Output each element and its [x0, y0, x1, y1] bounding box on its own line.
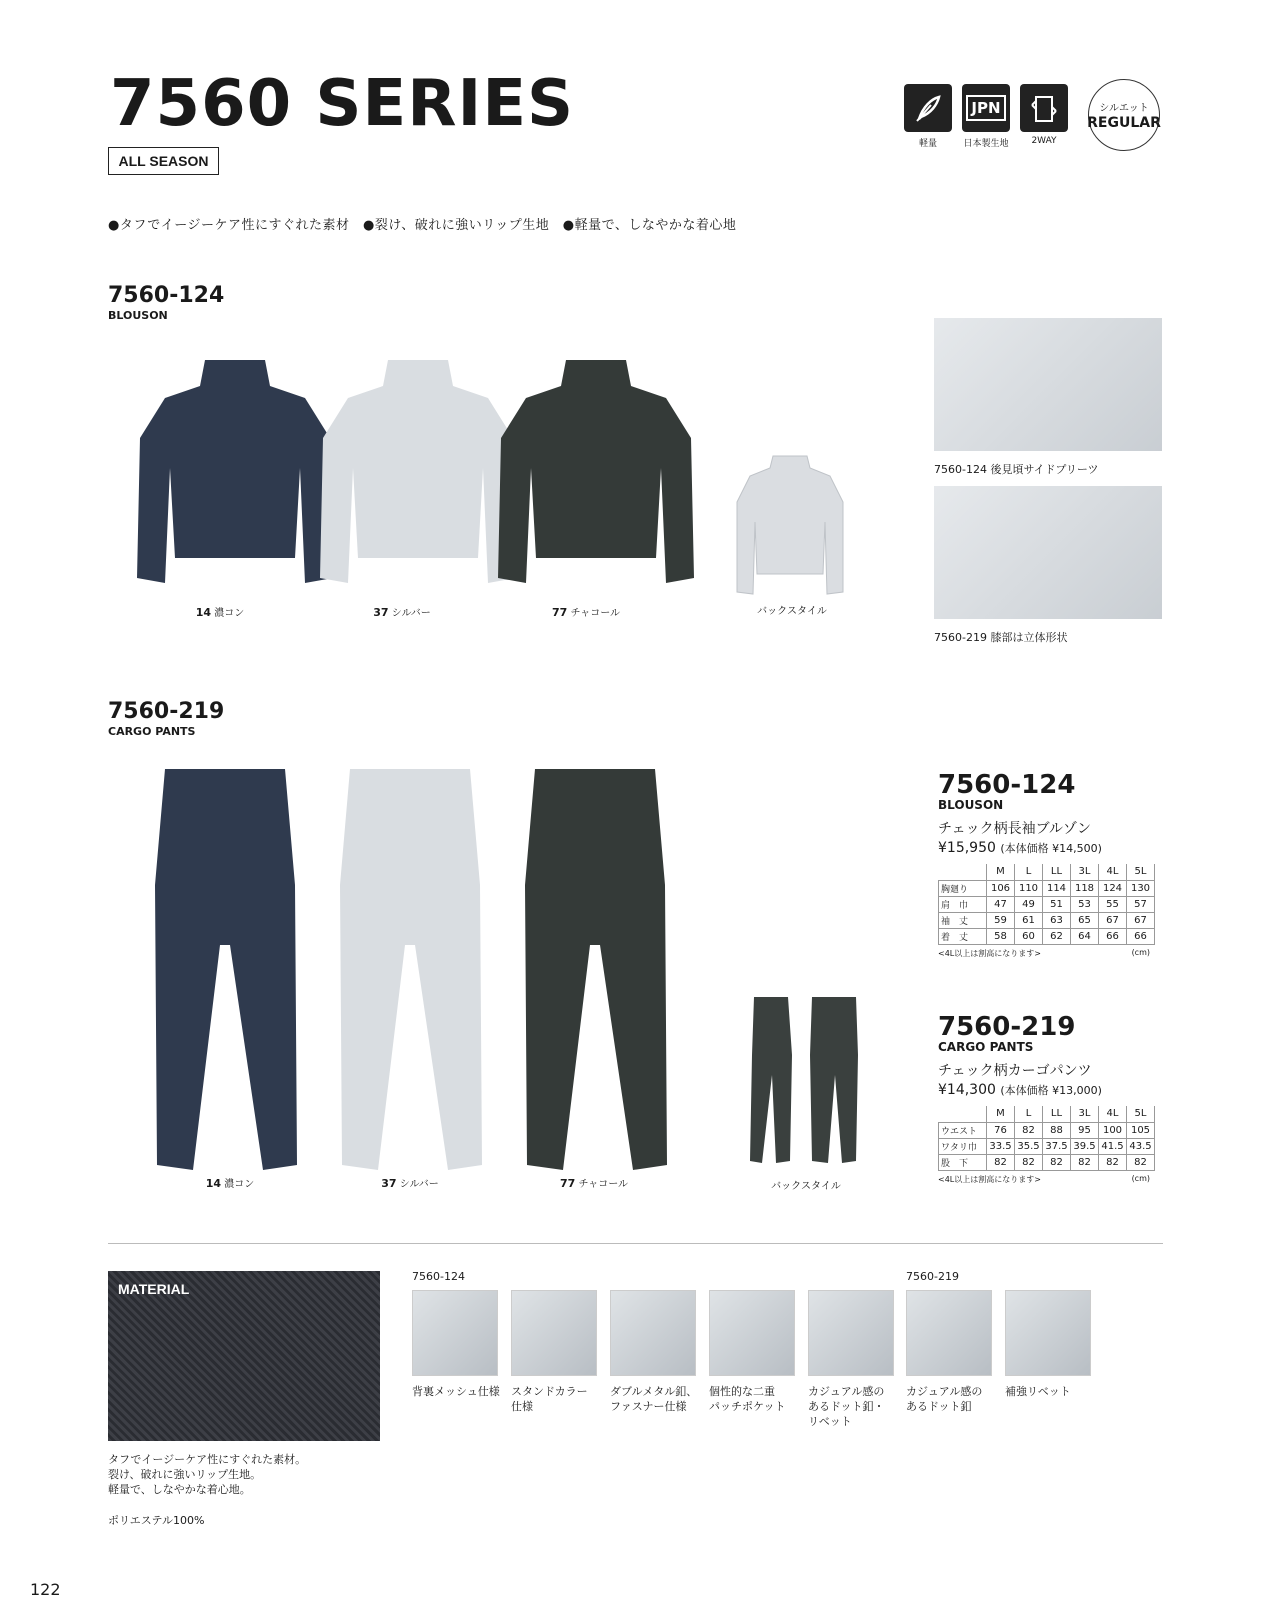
cell: 47	[987, 896, 1015, 912]
price-value: ¥14,300	[938, 1082, 996, 1098]
detail-thumb-pocket	[709, 1290, 795, 1376]
cell: 33.5	[987, 1138, 1015, 1154]
cell: 82	[987, 1154, 1015, 1170]
size-col: LL	[1043, 864, 1071, 880]
cell: 105	[1127, 1122, 1155, 1138]
material-description	[108, 1452, 306, 1497]
cell: 37.5	[1043, 1138, 1071, 1154]
table-corner	[939, 1106, 987, 1122]
detail-caption-knee: 7560-219 膝部は立体形状	[934, 631, 1068, 644]
feather-icon	[904, 84, 952, 132]
cell: 76	[987, 1122, 1015, 1138]
spec-blouson-name: チェック柄長袖ブルゾン	[938, 821, 1092, 837]
cell: 82	[1043, 1154, 1071, 1170]
color-number: 37	[381, 1177, 397, 1190]
detail-caption-mesh: 背裏メッシュ仕様	[412, 1385, 500, 1398]
color-name: シルバー	[391, 608, 431, 619]
cell: 67	[1127, 912, 1155, 928]
blouson-code: 7560-124	[108, 283, 225, 308]
season-badge: ALL SEASON	[108, 147, 219, 175]
pants-silver-image	[330, 765, 490, 1175]
detail-caption-zipper: ダブルメタル釦、 ファスナー仕様	[610, 1385, 698, 1413]
cell: 55	[1099, 896, 1127, 912]
price-base: (本体価格 ¥14,500)	[1000, 842, 1102, 855]
pants-header	[108, 701, 224, 738]
detail-caption-rivet: 補強リベット	[1005, 1385, 1071, 1398]
spec-pants-code: 7560-219	[938, 1012, 1076, 1042]
spec-blouson	[938, 772, 1155, 959]
size-header-row	[939, 1106, 1155, 1122]
table-row	[939, 880, 1155, 896]
cell: 100	[1099, 1122, 1127, 1138]
color-name: シルバー	[399, 1179, 439, 1190]
cell: 49	[1015, 896, 1043, 912]
silhouette-badge	[1088, 79, 1160, 151]
cell: 58	[987, 928, 1015, 944]
spec-pants	[938, 1014, 1155, 1185]
size-col: L	[1015, 1106, 1043, 1122]
blouson-caption-charcoal	[516, 604, 656, 619]
table-row	[939, 912, 1155, 928]
cell: 63	[1043, 912, 1071, 928]
color-number: 14	[195, 606, 212, 619]
color-name: チャコール	[578, 1179, 628, 1190]
row-label: 着 丈	[939, 928, 987, 944]
cell: 88	[1043, 1122, 1071, 1138]
pants-caption-navy	[160, 1175, 300, 1190]
color-number: 77	[560, 1177, 576, 1190]
unit-text: (cm)	[1131, 947, 1150, 957]
size-col: 5L	[1127, 864, 1155, 880]
silhouette-type: REGULAR	[1087, 115, 1161, 131]
detail-photo-pleat	[934, 318, 1162, 451]
silhouette-caption: シルエット	[1099, 103, 1149, 114]
detail-caption-dot-button: カジュアル感の あるドット釦	[906, 1385, 983, 1413]
size-col: L	[1015, 864, 1043, 880]
detail-thumb-collar	[511, 1290, 597, 1376]
blouson-header	[108, 285, 224, 322]
detail-thumb-mesh	[412, 1290, 498, 1376]
table-corner	[939, 864, 987, 880]
material-desc-line: タフでイージーケア性にすぐれた素材。	[108, 1453, 307, 1466]
cell: 51	[1043, 896, 1071, 912]
pants-code: 7560-219	[108, 699, 225, 724]
detail-caption-dot-rivet: カジュアル感の あるドット釦・ リベット	[808, 1385, 885, 1428]
price-base: (本体価格 ¥13,000)	[1000, 1084, 1102, 1097]
color-number: 14	[205, 1177, 222, 1190]
cell: 61	[1015, 912, 1043, 928]
cell: 82	[1015, 1122, 1043, 1138]
color-number: 37	[373, 606, 389, 619]
cell: 82	[1099, 1154, 1127, 1170]
spec-blouson-sub: BLOUSON	[938, 798, 1004, 812]
size-col: 4L	[1099, 864, 1127, 880]
cell: 53	[1071, 896, 1099, 912]
table-row	[939, 896, 1155, 912]
row-label: 袖 丈	[939, 912, 987, 928]
cell: 65	[1071, 912, 1099, 928]
detail-caption-collar: スタンドカラー 仕様	[511, 1385, 588, 1413]
features-line: ●タフでイージーケア性にすぐれた素材 ●裂け、破れに強いリップ生地 ●軽量で、しなやかな着心地	[108, 218, 737, 233]
size-col: 5L	[1127, 1106, 1155, 1122]
unit-text: (cm)	[1131, 1173, 1150, 1183]
blouson-caption-navy	[150, 604, 290, 619]
cell: 82	[1071, 1154, 1099, 1170]
row-label: ウエスト	[939, 1122, 987, 1138]
color-name: 濃コン	[224, 1179, 255, 1190]
detail-photo-knee	[934, 486, 1162, 619]
row-label: 股 下	[939, 1154, 987, 1170]
note-text: <4L以上は割高になります>	[938, 1174, 1041, 1184]
size-col: M	[987, 864, 1015, 880]
cell: 60	[1015, 928, 1043, 944]
row-label: 胸廻り	[939, 880, 987, 896]
cell: 130	[1127, 880, 1155, 896]
cell: 57	[1127, 896, 1155, 912]
detail-caption-pocket: 個性的な二重 パッチポケット	[709, 1385, 786, 1413]
table-row	[939, 1138, 1155, 1154]
table-row	[939, 928, 1155, 944]
price-value: ¥15,950	[938, 840, 996, 856]
stretch-icon	[1020, 84, 1068, 132]
spec-blouson-code: 7560-124	[938, 770, 1076, 800]
cell: 118	[1071, 880, 1099, 896]
cell: 59	[987, 912, 1015, 928]
detail-group-label-219: 7560-219	[906, 1270, 959, 1283]
spec-note	[938, 1174, 1150, 1185]
detail-group-label-124: 7560-124	[412, 1270, 465, 1283]
row-label: 肩 巾	[939, 896, 987, 912]
spec-pants-sub: CARGO PANTS	[938, 1040, 1034, 1054]
color-name: 濃コン	[214, 608, 245, 619]
blouson-back-image	[735, 452, 845, 602]
feature-label: 日本製生地	[963, 139, 1009, 149]
cell: 82	[1015, 1154, 1043, 1170]
page-number: 122	[30, 1580, 61, 1599]
size-table-blouson	[938, 864, 1155, 945]
color-number: 77	[552, 606, 568, 619]
detail-thumb-dot-rivet	[808, 1290, 894, 1376]
material-desc-line: 軽量で、しなやかな着心地。	[108, 1483, 251, 1496]
cell: 124	[1099, 880, 1127, 896]
material-desc-line: 裂け、破れに強いリップ生地。	[108, 1468, 262, 1481]
size-col: LL	[1043, 1106, 1071, 1122]
series-title: 7560 SERIES	[110, 67, 575, 141]
blouson-sub: BLOUSON	[108, 309, 168, 322]
cell: 66	[1099, 928, 1127, 944]
pants-caption-silver	[340, 1175, 480, 1190]
feature-label: 2WAY	[1031, 136, 1057, 146]
jpn-icon	[962, 84, 1010, 132]
blouson-caption-silver	[332, 604, 472, 619]
cell: 35.5	[1015, 1138, 1043, 1154]
size-col: 3L	[1071, 864, 1099, 880]
cell: 64	[1071, 928, 1099, 944]
detail-thumb-dot-button	[906, 1290, 992, 1376]
cell: 114	[1043, 880, 1071, 896]
material-fiber: ポリエステル100%	[108, 1514, 205, 1527]
blouson-caption-back: バックスタイル	[757, 606, 827, 617]
detail-thumb-rivet	[1005, 1290, 1091, 1376]
blouson-navy-image	[135, 348, 335, 608]
cell: 95	[1071, 1122, 1099, 1138]
detail-thumb-zipper	[610, 1290, 696, 1376]
pants-back-image	[808, 995, 860, 1165]
size-header-row	[939, 864, 1155, 880]
cell: 43.5	[1127, 1138, 1155, 1154]
size-col: 3L	[1071, 1106, 1099, 1122]
cell: 82	[1127, 1154, 1155, 1170]
pants-sub: CARGO PANTS	[108, 725, 196, 738]
spec-blouson-price	[938, 840, 1155, 856]
pants-back-side-image	[748, 995, 796, 1165]
cell: 39.5	[1071, 1138, 1099, 1154]
pants-caption-charcoal	[524, 1175, 664, 1190]
cell: 66	[1127, 928, 1155, 944]
blouson-silver-image	[318, 348, 518, 608]
spec-note	[938, 948, 1150, 959]
material-label: MATERIAL	[118, 1281, 190, 1297]
detail-caption-pleat: 7560-124 後見頃サイドプリーツ	[934, 463, 1099, 476]
spec-pants-price	[938, 1082, 1155, 1098]
cell: 41.5	[1099, 1138, 1127, 1154]
color-name: チャコール	[570, 608, 620, 619]
pants-caption-back: バックスタイル	[771, 1181, 841, 1192]
feature-2way	[1020, 84, 1079, 146]
cell: 62	[1043, 928, 1071, 944]
spec-pants-name: チェック柄カーゴパンツ	[938, 1063, 1092, 1079]
table-row	[939, 1122, 1155, 1138]
row-label: ワタリ巾	[939, 1138, 987, 1154]
pants-charcoal-image	[515, 765, 675, 1175]
size-table-pants	[938, 1106, 1155, 1171]
size-col: M	[987, 1106, 1015, 1122]
pants-navy-image	[145, 765, 305, 1175]
jpn-icon-text: JPN	[966, 95, 1005, 121]
cell: 106	[987, 880, 1015, 896]
feature-label: 軽量	[918, 139, 937, 149]
cell: 110	[1015, 880, 1043, 896]
size-col: 4L	[1099, 1106, 1127, 1122]
cell: 67	[1099, 912, 1127, 928]
section-divider	[108, 1243, 1163, 1244]
blouson-charcoal-image	[496, 348, 696, 608]
note-text: <4L以上は割高になります>	[938, 948, 1041, 958]
table-row	[939, 1154, 1155, 1170]
